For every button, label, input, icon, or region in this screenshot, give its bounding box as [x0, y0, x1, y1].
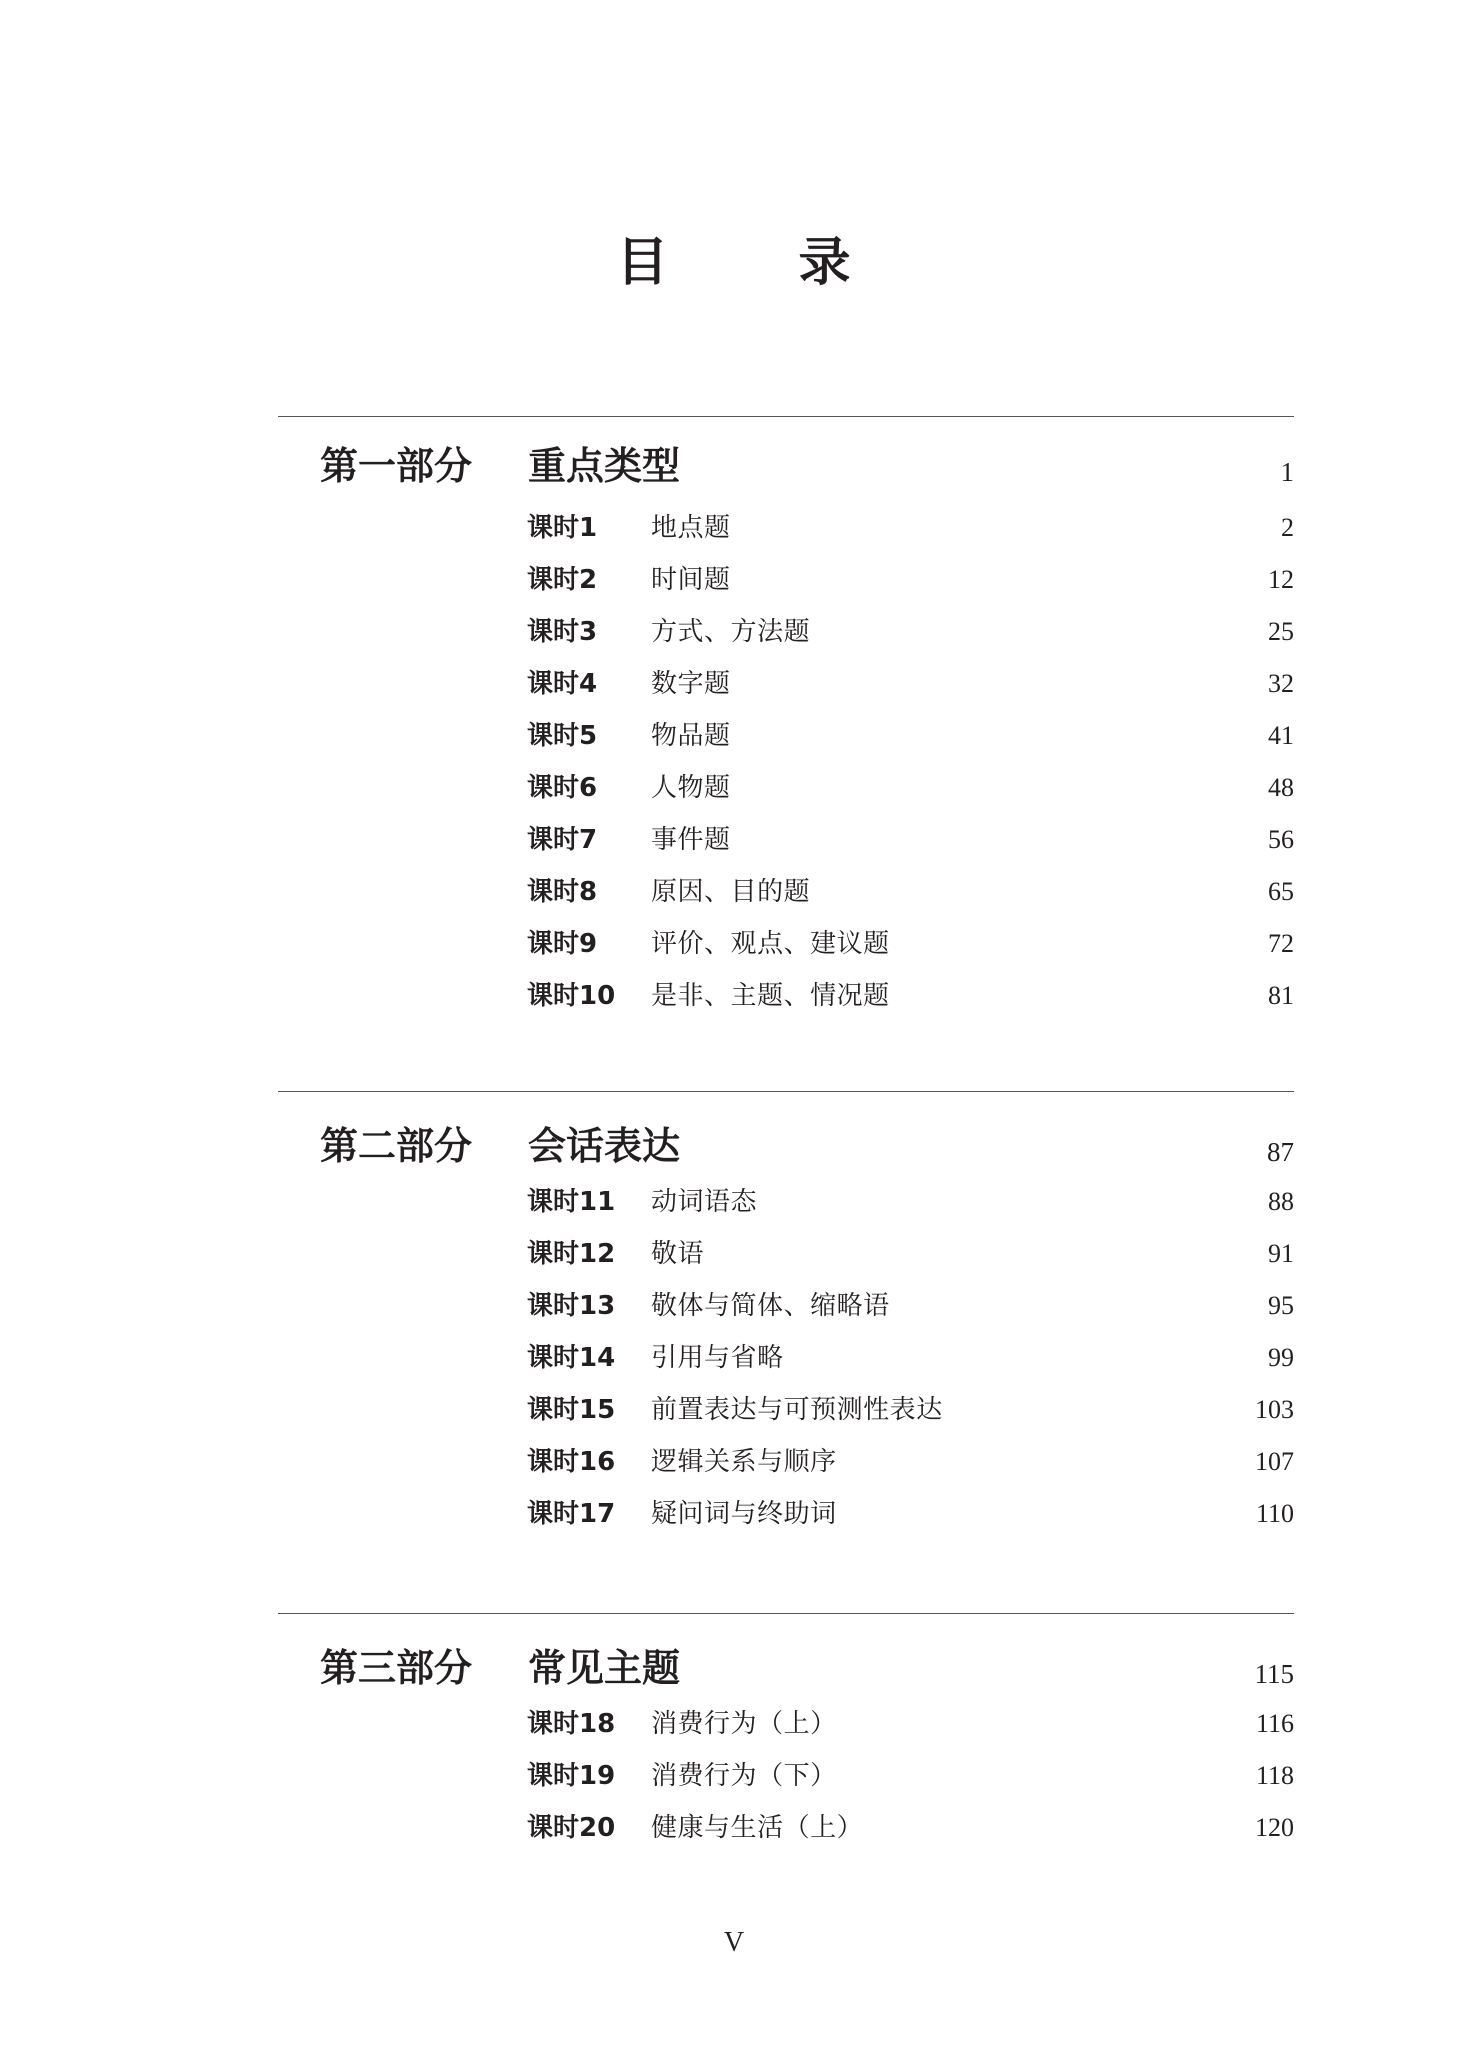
toc-entry[interactable] — [0, 1388, 1468, 1432]
lesson-number: 课时20 — [527, 1813, 616, 1843]
page-number: V — [723, 1927, 745, 1958]
lesson-title: 消费行为（上） — [651, 1709, 837, 1739]
lesson-title: 评价、观点、建议题 — [651, 929, 890, 959]
lesson-page-number: 107 — [1255, 1447, 1294, 1476]
lesson-page-number: 116 — [1255, 1709, 1294, 1738]
lesson-number: 课时19 — [527, 1761, 616, 1791]
part-heading[interactable] — [0, 1640, 1468, 1696]
part-name: 常见主题 — [528, 1646, 681, 1690]
lesson-number: 课时4 — [527, 669, 598, 699]
lesson-number: 课时12 — [527, 1239, 616, 1269]
toc-entry[interactable] — [0, 1284, 1468, 1328]
lesson-title: 动词语态 — [651, 1187, 758, 1217]
section-divider — [278, 416, 1294, 417]
lesson-title: 时间题 — [651, 565, 731, 595]
toc-entry[interactable] — [0, 1492, 1468, 1536]
lesson-title: 敬体与简体、缩略语 — [651, 1291, 890, 1321]
lesson-page-number: 91 — [1268, 1239, 1294, 1268]
lesson-title: 逻辑关系与顺序 — [651, 1447, 837, 1477]
page-title: 目 录 — [616, 233, 852, 293]
lesson-title: 人物题 — [651, 773, 731, 803]
lesson-number: 课时2 — [527, 565, 598, 595]
lesson-page-number: 81 — [1268, 981, 1294, 1010]
lesson-title: 是非、主题、情况题 — [651, 981, 890, 1011]
lesson-number: 课时17 — [527, 1499, 616, 1529]
toc-entry[interactable] — [0, 818, 1468, 862]
toc-entry[interactable] — [0, 974, 1468, 1018]
part-page-number: 1 — [1280, 457, 1294, 487]
lesson-number: 课时7 — [527, 825, 598, 855]
lesson-title: 数字题 — [651, 669, 731, 699]
toc-entry[interactable] — [0, 558, 1468, 602]
lesson-page-number: 32 — [1268, 669, 1294, 698]
section-divider — [278, 1613, 1294, 1614]
toc-entry[interactable] — [0, 1702, 1468, 1746]
lesson-number: 课时18 — [527, 1709, 616, 1739]
lesson-title: 敬语 — [651, 1239, 705, 1269]
toc-entry[interactable] — [0, 766, 1468, 810]
toc-entry[interactable] — [0, 1754, 1468, 1798]
lesson-page-number: 103 — [1255, 1395, 1294, 1424]
lesson-page-number: 25 — [1268, 617, 1294, 646]
toc-entry[interactable] — [0, 1180, 1468, 1224]
toc-entry[interactable] — [0, 1440, 1468, 1484]
lesson-page-number: 65 — [1268, 877, 1294, 906]
lesson-page-number: 110 — [1255, 1499, 1294, 1528]
part-number: 第三部分 — [320, 1646, 473, 1690]
lesson-number: 课时10 — [527, 981, 616, 1011]
section-divider — [278, 1091, 1294, 1092]
lesson-title: 前置表达与可预测性表达 — [651, 1395, 943, 1425]
lesson-number: 课时1 — [527, 513, 598, 543]
lesson-title: 疑问词与终助词 — [651, 1499, 837, 1529]
part-name: 会话表达 — [528, 1124, 681, 1168]
lesson-page-number: 41 — [1268, 721, 1294, 750]
part-heading[interactable] — [0, 1118, 1468, 1174]
lesson-number: 课时6 — [527, 773, 598, 803]
lesson-page-number: 118 — [1255, 1761, 1294, 1790]
lesson-number: 课时9 — [527, 929, 598, 959]
part-number: 第二部分 — [320, 1124, 473, 1168]
lesson-title: 物品题 — [651, 721, 731, 751]
lesson-number: 课时14 — [527, 1343, 616, 1373]
lesson-page-number: 120 — [1255, 1813, 1294, 1842]
part-page-number: 115 — [1254, 1659, 1294, 1689]
lesson-number: 课时8 — [527, 877, 598, 907]
toc-entry[interactable] — [0, 714, 1468, 758]
lesson-number: 课时15 — [527, 1395, 616, 1425]
lesson-number: 课时16 — [527, 1447, 616, 1477]
lesson-title: 引用与省略 — [651, 1343, 784, 1373]
lesson-title: 方式、方法题 — [651, 617, 811, 647]
lesson-page-number: 95 — [1268, 1291, 1294, 1320]
toc-entry[interactable] — [0, 506, 1468, 550]
lesson-page-number: 12 — [1268, 565, 1294, 594]
lesson-page-number: 99 — [1268, 1343, 1294, 1372]
lesson-title: 消费行为（下） — [651, 1761, 837, 1791]
part-number: 第一部分 — [320, 444, 473, 488]
lesson-title: 原因、目的题 — [651, 877, 811, 907]
lesson-title: 地点题 — [651, 513, 731, 543]
toc-entry[interactable] — [0, 1336, 1468, 1380]
part-page-number: 87 — [1267, 1137, 1294, 1167]
lesson-page-number: 48 — [1268, 773, 1294, 802]
part-name: 重点类型 — [528, 444, 681, 488]
toc-entry[interactable] — [0, 870, 1468, 914]
toc-entry[interactable] — [0, 610, 1468, 654]
toc-entry[interactable] — [0, 1232, 1468, 1276]
toc-entry[interactable] — [0, 922, 1468, 966]
lesson-number: 课时3 — [527, 617, 598, 647]
lesson-title: 事件题 — [651, 825, 731, 855]
lesson-page-number: 88 — [1268, 1187, 1294, 1216]
lesson-title: 健康与生活（上） — [651, 1813, 864, 1843]
lesson-page-number: 72 — [1268, 929, 1294, 958]
toc-entry[interactable] — [0, 1806, 1468, 1850]
lesson-page-number: 56 — [1268, 825, 1294, 854]
toc-entry[interactable] — [0, 662, 1468, 706]
part-heading[interactable] — [0, 438, 1468, 494]
lesson-number: 课时13 — [527, 1291, 616, 1321]
lesson-number: 课时11 — [527, 1187, 616, 1217]
lesson-page-number: 2 — [1281, 513, 1294, 542]
lesson-number: 课时5 — [527, 721, 598, 751]
